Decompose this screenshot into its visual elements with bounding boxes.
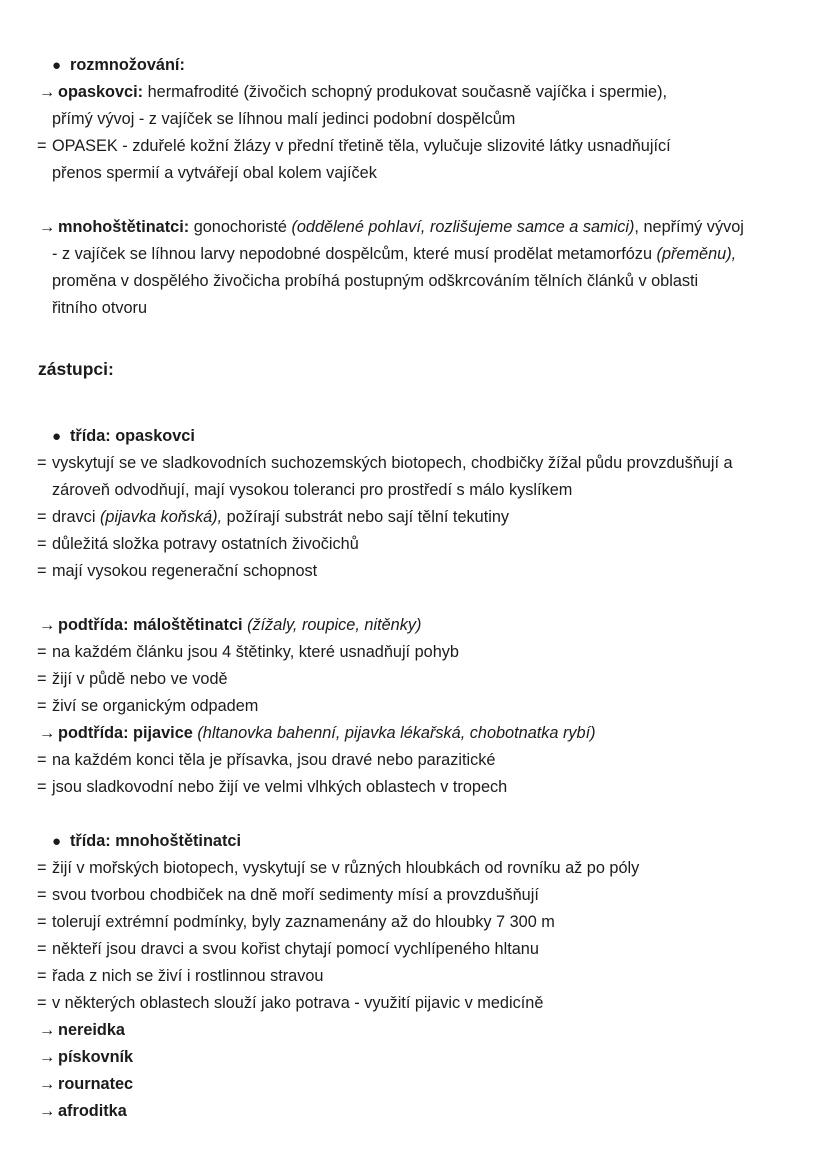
opaskovci-biotop-line1	[30, 450, 798, 477]
opaskovci-line1-rest: hermafrodité (živočich schopný produkovat současně vajíčka i spermie),	[143, 83, 668, 101]
entry-podtrida-pijavice	[30, 720, 798, 747]
equals-icon: =	[37, 967, 47, 985]
equals-icon: =	[37, 454, 47, 472]
spacer	[30, 187, 798, 214]
pijavice-examples: (hltanovka bahenní, pijavka lékařská, chobotnatka rybí)	[192, 724, 596, 742]
spacer	[30, 383, 798, 423]
mnohostetinatci-eq-text-3: někteří jsou dravci a svou kořist chytají pomocí vychlípeného hltanu	[52, 940, 539, 958]
species-item-0	[30, 1017, 798, 1044]
bullet-item-rozmnozovani	[30, 52, 798, 79]
opaskovci-eq-text-1: mají vysokou regenerační schopnost	[52, 562, 318, 580]
bullet-item-trida-mnohostetinatci	[30, 828, 798, 855]
bullet-icon: ●	[52, 833, 62, 850]
arrow-icon: →	[39, 83, 56, 101]
equals-icon: =	[37, 859, 47, 877]
mnoho-line2-part1: - z vajíček se líhnou larvy nepodobné dospělcům, které musí prodělat metamorfózu	[52, 245, 657, 263]
arrow-icon: →	[39, 1021, 56, 1039]
equals-icon: =	[37, 508, 47, 526]
malostetinatci-eq-item-1	[30, 666, 798, 693]
mnohostetinatci-eq-text-2: tolerují extrémní podmínky, byly zaznamenány až do hloubky 7 300 m	[52, 913, 555, 931]
species-item-2	[30, 1071, 798, 1098]
malostetinatci-eq-text-1: žijí v půdě nebo ve vodě	[52, 670, 228, 688]
malostetinatci-examples: (žížaly, roupice, nitěnky)	[242, 616, 422, 634]
pijavice-eq-text-0: na každém konci těla je přísavka, jsou dravé nebo parazitické	[52, 751, 496, 769]
species-name-0: nereidka	[58, 1021, 125, 1039]
equals-icon: =	[37, 643, 47, 661]
mnohostetinatci-eq-text-1: svou tvorbou chodbiček na dně moří sedimenty mísí a provzdušňují	[52, 886, 539, 904]
bullet-item-trida-opaskovci	[30, 423, 798, 450]
opasek-line1: OPASEK - zduřelé kožní žlázy v přední třetině těla, vylučuje slizovité látky usnadňující	[52, 137, 671, 155]
species-item-3	[30, 1098, 798, 1125]
species-item-1	[30, 1044, 798, 1071]
spacer	[30, 801, 798, 828]
trida-mnohostetinatci-label: třída: mnohoštětinatci	[70, 832, 241, 850]
mnoho-line4-wrap	[30, 295, 798, 322]
species-name-2: rournatec	[58, 1075, 134, 1093]
mnohostetinatci-eq-item-3	[30, 936, 798, 963]
opaskovci-biotop-text2: zároveň odvodňují, mají vysokou toleranci pro prostředí s málo kyslíkem	[52, 481, 573, 499]
mnohostetinatci-eq-item-2	[30, 909, 798, 936]
opasek-line2-wrap	[30, 160, 798, 187]
trida-opaskovci-label: třída: opaskovci	[70, 427, 195, 445]
equals-icon: =	[37, 994, 47, 1012]
opaskovci-line2: přímý vývoj - z vajíček se líhnou malí jedinci podobní dospělcům	[52, 110, 516, 128]
term-podtrida-malostetinatci: podtřída: máloštětinatci	[58, 616, 243, 634]
arrow-icon: →	[39, 724, 56, 742]
species-name-3: afroditka	[58, 1102, 127, 1120]
mnoho-italic1: (oddělené pohlaví, rozlišujeme samce a samici)	[291, 218, 635, 236]
mnohostetinatci-eq-text-0: žijí v mořských biotopech, vyskytují se v různých hloubkách od rovníku až po póly	[52, 859, 640, 877]
mnohostetinatci-eq-text-5: v některých oblastech slouží jako potrava - využití pijavic v medicíně	[52, 994, 544, 1012]
opaskovci-eq-item-1	[30, 558, 798, 585]
mnoho-line4: řitního otvoru	[52, 299, 148, 317]
spacer	[30, 585, 798, 612]
equals-icon: =	[37, 562, 47, 580]
arrow-icon: →	[39, 1102, 56, 1120]
opaskovci-eq-text-0: důležitá složka potravy ostatních živočichů	[52, 535, 359, 553]
bullet-icon: ●	[52, 428, 62, 445]
opaskovci-eq-item-0	[30, 531, 798, 558]
document-body	[30, 52, 798, 1125]
mnoho-line3-wrap	[30, 268, 798, 295]
mnoho-part2: , nepřímý vývoj	[634, 218, 744, 236]
opaskovci-dravci-line	[30, 504, 798, 531]
entry-podtrida-malostetinatci	[30, 612, 798, 639]
page-title-zastupci: zástupci:	[38, 359, 114, 379]
equals-icon: =	[37, 913, 47, 931]
arrow-icon: →	[39, 218, 56, 236]
mnoho-line3: proměna v dospělého živočicha probíhá postupným odškrcováním tělních článků v oblasti	[52, 272, 699, 290]
dravci-suffix: požírají substrát nebo sají tělní tekutiny	[222, 508, 510, 526]
pijavice-eq-text-1: jsou sladkovodní nebo žijí ve velmi vlhkých oblastech v tropech	[52, 778, 508, 796]
mnoho-part1: gonochoristé	[189, 218, 292, 236]
malostetinatci-eq-item-2	[30, 693, 798, 720]
mnoho-line2-wrap	[30, 241, 798, 268]
opaskovci-biotop-text1: vyskytují se ve sladkovodních suchozemských biotopech, chodbičky žížal půdu provzdušňují a	[52, 454, 733, 472]
equals-icon: =	[37, 535, 47, 553]
mnohostetinatci-eq-item-0	[30, 855, 798, 882]
opasek-line2: přenos spermií a vytvářejí obal kolem vajíček	[52, 164, 377, 182]
bullet-icon: ●	[52, 57, 62, 74]
equals-icon: =	[37, 778, 47, 796]
opaskovci-line2-wrap	[30, 106, 798, 133]
arrow-icon: →	[39, 1048, 56, 1066]
entry-opasek	[30, 133, 798, 160]
malostetinatci-eq-item-0	[30, 639, 798, 666]
bullet-label: rozmnožování:	[70, 56, 185, 74]
term-mnohostetinatci: mnohoštětinatci:	[58, 218, 190, 236]
mnohostetinatci-eq-item-1	[30, 882, 798, 909]
equals-icon: =	[37, 670, 47, 688]
arrow-icon: →	[39, 1075, 56, 1093]
equals-icon: =	[37, 137, 47, 155]
term-opaskovci: opaskovci:	[58, 83, 144, 101]
mnohostetinatci-eq-item-5	[30, 990, 798, 1017]
equals-icon: =	[37, 751, 47, 769]
dravci-italic: (pijavka koňská),	[99, 508, 223, 526]
entry-opaskovci	[30, 79, 798, 106]
mnoho-line2-italic: (přeměnu),	[656, 245, 737, 263]
term-podtrida-pijavice: podtřída: pijavice	[58, 724, 193, 742]
arrow-icon: →	[39, 616, 56, 634]
dravci-prefix: dravci	[52, 508, 100, 526]
species-name-1: pískovník	[58, 1048, 134, 1066]
opaskovci-biotop-line2	[30, 477, 798, 504]
mnohostetinatci-eq-item-4	[30, 963, 798, 990]
spacer	[30, 322, 798, 356]
entry-mnohostetinatci-intro	[30, 214, 798, 241]
mnohostetinatci-eq-text-4: řada z nich se živí i rostlinnou stravou	[52, 967, 324, 985]
malostetinatci-eq-text-2: živí se organickým odpadem	[52, 697, 259, 715]
pijavice-eq-item-1	[30, 774, 798, 801]
equals-icon: =	[37, 940, 47, 958]
malostetinatci-eq-text-0: na každém článku jsou 4 štětinky, které usnadňují pohyb	[52, 643, 459, 661]
pijavice-eq-item-0	[30, 747, 798, 774]
equals-icon: =	[37, 697, 47, 715]
equals-icon: =	[37, 886, 47, 904]
